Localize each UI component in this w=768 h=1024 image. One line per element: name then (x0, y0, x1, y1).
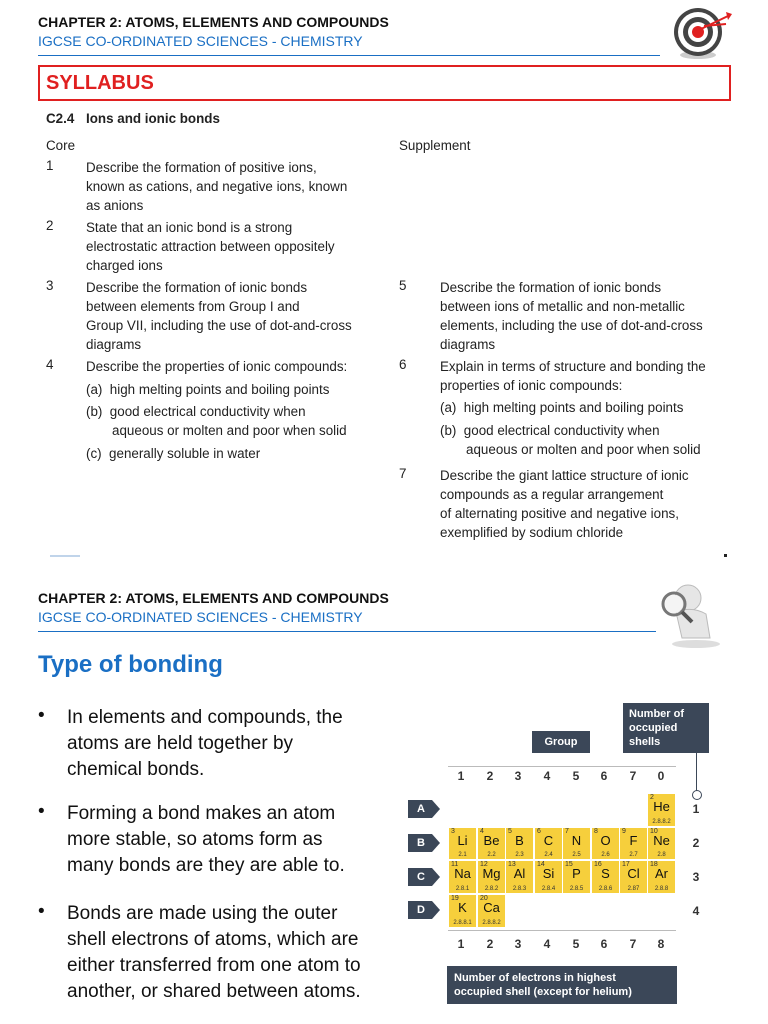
course-subtitle: IGCSE CO-ORDINATED SCIENCES - CHEMISTRY (38, 33, 363, 49)
group-number: 5 (572, 937, 580, 951)
header-rule (38, 55, 660, 56)
syllabus-box (38, 65, 731, 101)
group-number: 5 (572, 769, 580, 783)
magnifier-figure-icon (652, 578, 732, 650)
supp-subitem: (b) good electrical conductivity when (440, 423, 660, 438)
group-number: 7 (629, 769, 637, 783)
core-item-number: 4 (46, 357, 54, 372)
supp-item-number: 7 (399, 466, 407, 481)
element-cell: 11 Na 2.8.1 (448, 860, 477, 894)
group-number: 6 (600, 937, 608, 951)
group-number: 3 (514, 937, 522, 951)
shells-pointer (696, 752, 697, 794)
row-label: A (417, 803, 425, 815)
shell-number: 2 (692, 836, 700, 850)
element-cell: 19 K 2.8.8.1 (448, 894, 477, 928)
element-cell: 13 Al 2.8.3 (505, 860, 534, 894)
supp-item-number: 6 (399, 357, 407, 372)
group-number: 3 (514, 769, 522, 783)
core-subitem: aqueous or molten and poor when solid (86, 423, 347, 438)
group-number: 0 (657, 769, 665, 783)
element-cell: 9 F 2.7 (619, 827, 648, 860)
bullet-dot: • (38, 801, 45, 822)
course-subtitle: IGCSE CO-ORDINATED SCIENCES - CHEMISTRY (38, 609, 363, 625)
bullet-dot: • (38, 901, 45, 922)
core-item-number: 3 (46, 278, 54, 293)
chapter-title: CHAPTER 2: ATOMS, ELEMENTS AND COMPOUNDS (38, 590, 389, 606)
shells-tag: Number of occupied shells (623, 703, 709, 753)
bullet-text: In elements and compounds, the atoms are held together by chemical bonds. (67, 707, 343, 780)
supp-item-text: Describe the giant lattice structure of ionic compounds as a regular arrangement of alternating positive and negative ions, exemplified by sodium chloride (440, 468, 689, 540)
core-item-text: Describe the formation of positive ions, known as cations, and negative ions, known as anions (86, 160, 348, 213)
row-label: D (417, 904, 425, 916)
footer-dot (724, 554, 727, 557)
group-number: 6 (600, 769, 608, 783)
element-cell: 8 O 2.6 (591, 827, 620, 860)
element-cell: 10 Ne 2.8 (647, 827, 676, 860)
group-number: 8 (657, 937, 665, 951)
element-cell: 16 S 2.8.6 (591, 860, 620, 894)
core-item-text: Describe the properties of ionic compounds: (86, 359, 348, 374)
group-tag: Group (532, 731, 590, 753)
bullet-text: Forming a bond makes an atom more stable, so atoms form as many bonds are they are able to. (67, 803, 345, 876)
group-number: 7 (629, 937, 637, 951)
pointer-dot (692, 790, 702, 800)
row-label-arrows (408, 799, 440, 919)
group-number: 1 (457, 937, 465, 951)
bullet-dot: • (38, 705, 45, 726)
element-cell: 15 P 2.8.5 (562, 860, 591, 894)
supp-item-number: 5 (399, 278, 407, 293)
element-cell: 12 Mg 2.8.2 (477, 860, 506, 894)
core-item-text: State that an ionic bond is a strong electrostatic attraction between oppositely charged ions (86, 220, 335, 273)
supp-item-text: Describe the formation of ionic bonds between ions of metallic and non-metallic elements, including the use of dot-and-cross diagrams (440, 280, 703, 352)
section-title: Ions and ionic bonds (86, 111, 220, 126)
core-item-text: Describe the formation of ionic bonds between elements from Group I and Group VII, including the use of dot-and-cross diagrams (86, 280, 352, 352)
element-cell: 6 C 2.4 (534, 827, 563, 860)
row-label: C (417, 871, 425, 883)
row-label: B (417, 837, 425, 849)
group-number: 2 (486, 769, 494, 783)
element-cell: 3 Li 2.1 (448, 827, 477, 860)
electrons-tag: Number of electrons in highest occupied shell (except for helium) (447, 966, 677, 1004)
core-item-number: 1 (46, 158, 54, 173)
grid-line (448, 766, 676, 767)
supp-item-text: Explain in terms of structure and bonding the properties of ionic compounds: (440, 359, 706, 393)
core-subitem: (c) generally soluble in water (86, 446, 261, 461)
target-icon (668, 4, 734, 60)
shell-number: 4 (692, 904, 700, 918)
group-number: 4 (543, 769, 551, 783)
element-cell: 2 He 2.8.8.2 (647, 793, 676, 827)
chapter-title: CHAPTER 2: ATOMS, ELEMENTS AND COMPOUNDS (38, 14, 389, 30)
element-cell: 14 Si 2.8.4 (534, 860, 563, 894)
shell-number: 3 (692, 870, 700, 884)
element-cell: 18 Ar 2.8.8 (647, 860, 676, 894)
group-number: 1 (457, 769, 465, 783)
section-code: C2.4 (46, 111, 75, 126)
core-label: Core (46, 138, 76, 153)
grid-line (448, 930, 676, 931)
group-number: 2 (486, 937, 494, 951)
footer-mark (50, 555, 80, 557)
element-cell: 20 Ca 2.8.8.2 (477, 894, 506, 928)
group-number: 4 (543, 937, 551, 951)
element-cell: 5 B 2.3 (505, 827, 534, 860)
slide-heading: Type of bonding (38, 651, 223, 678)
supp-subitem: aqueous or molten and poor when solid (440, 442, 701, 457)
syllabus-title: SYLLABUS (46, 72, 154, 94)
core-subitem: (b) good electrical conductivity when (86, 404, 306, 419)
core-item-number: 2 (46, 218, 54, 233)
element-cell: 17 Cl 2.87 (619, 860, 648, 894)
core-subitem: (a) high melting points and boiling points (86, 382, 330, 397)
header-rule (38, 631, 656, 632)
element-cell: 7 N 2.5 (562, 827, 591, 860)
element-cell: 4 Be 2.2 (477, 827, 506, 860)
bullet-text: Bonds are made using the outer shell electrons of atoms, which are either transferred from one atom to another, or shared between atoms. (67, 903, 361, 1002)
supplement-label: Supplement (399, 138, 471, 153)
shell-number: 1 (692, 802, 700, 816)
supp-subitem: (a) high melting points and boiling points (440, 400, 684, 415)
